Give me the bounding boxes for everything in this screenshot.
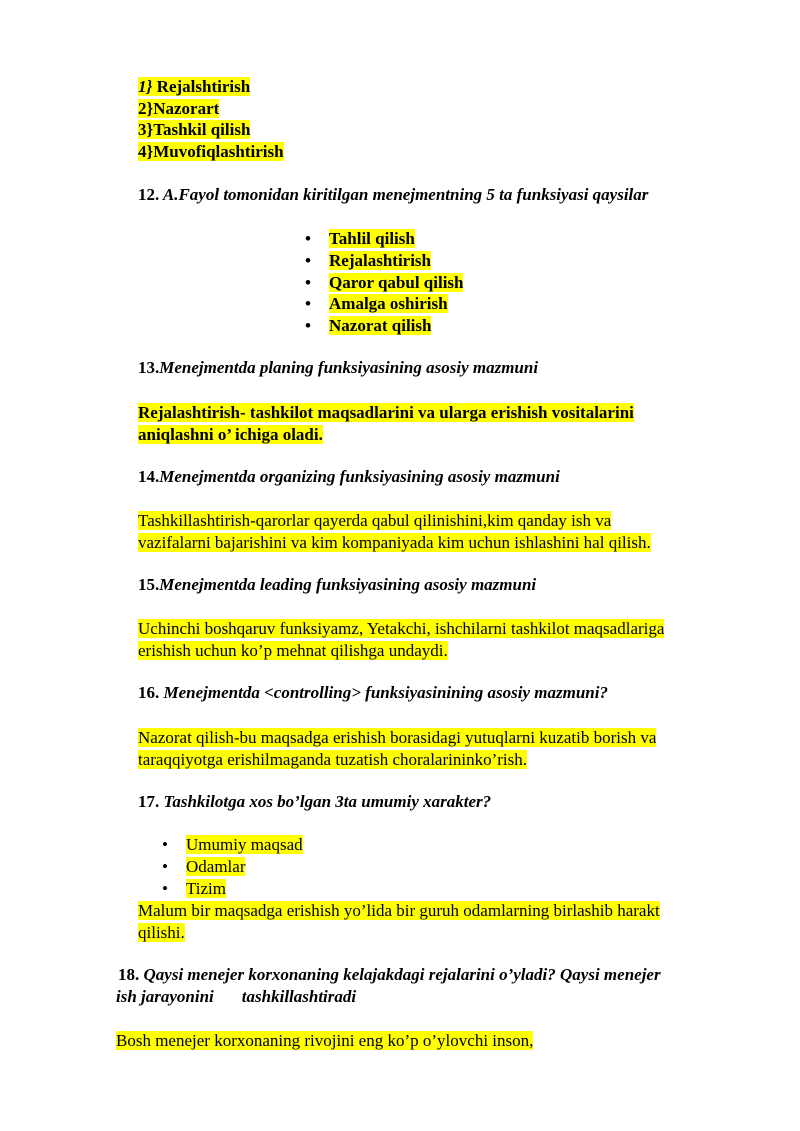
- intro-item-4: 4}Muvofiqlashtirish: [138, 141, 284, 161]
- question-16: [138, 683, 608, 703]
- intro-list: [138, 76, 284, 162]
- question-14-number: 14.: [138, 467, 160, 486]
- question-12: [138, 185, 648, 205]
- intro-item-2: 2}Nazorart: [138, 98, 220, 118]
- question-14: [138, 467, 560, 487]
- bullet-icon: •: [162, 856, 168, 876]
- question-13-number: 13.: [138, 358, 160, 377]
- question-17: [138, 792, 491, 812]
- question-17-text: Tashkilotga xos bo’lgan 3ta umumiy xarakter?: [159, 792, 492, 811]
- bullet-icon: •: [305, 316, 311, 336]
- question-14-text: Menejmentda organizing funksiyasining asosiy mazmuni: [159, 467, 560, 486]
- question-18-text-line1: Qaysi menejer korxonaning kelajakdagi rejalarini o’yladi? Qaysi menejer: [139, 965, 661, 984]
- answer-13: Rejalashtirish- tashkilot maqsadlarini va ularga erishish vositalarini aniqlashni o’ ichiga oladi.: [138, 403, 634, 444]
- question-16-number: 16.: [138, 683, 160, 702]
- bullet-icon: •: [162, 835, 168, 854]
- list-item: • Tizim: [162, 878, 227, 898]
- bullet-icon: •: [162, 878, 168, 898]
- question-16-text: Menejmentda <controlling> funksiyasinining asosiy mazmuni?: [159, 683, 608, 702]
- intro-item-1-text: Rejalshtirish: [152, 77, 251, 96]
- question-15: [138, 575, 536, 595]
- question-18-text-line2b: tashkillashtiradi: [241, 986, 357, 1006]
- question-18: [116, 964, 661, 1007]
- list-item: • Odamlar: [162, 856, 246, 876]
- answer-17: Malum bir maqsadga erishish yo’lida bir guruh odamlarning birlashib harakt qilishi.: [138, 901, 660, 942]
- list-item: • Rejalashtirish: [305, 250, 431, 270]
- bullet-icon: •: [305, 250, 311, 270]
- intro-item-3: 3}Tashkil qilish: [138, 120, 251, 139]
- question-15-number: 15.: [138, 575, 160, 594]
- question-12-text: A.Fayol tomonidan kiritilgan menejmentning 5 ta funksiyasi qaysilar: [159, 185, 649, 204]
- list-item: • Amalga oshirish: [305, 294, 448, 314]
- question-12-number: 12.: [138, 185, 160, 204]
- question-15-text: Menejmentda leading funksiyasining asosiy mazmuni: [159, 575, 537, 594]
- list-item: • Tahlil qilish: [305, 229, 415, 248]
- list-item: • Nazorat qilish: [305, 316, 432, 336]
- answer-14: Tashkillashtirish-qarorlar qayerda qabul qilinishini,kim qanday ish va vazifalarni bajarishini va kim kompaniyada kim uchun ishlashini hal qilish.: [138, 511, 651, 552]
- intro-item-1-number: 1}: [138, 77, 153, 96]
- bullet-icon: •: [305, 294, 311, 314]
- answer-16: Nazorat qilish-bu maqsadga erishish borasidagi yutuqlarni kuzatib borish va taraqqiyotga erishilmaganda tuzatish choralarininko’rish.: [138, 728, 657, 769]
- intro-item-1: [138, 77, 250, 96]
- question-17-bullet-list: [160, 834, 303, 899]
- bullet-icon: •: [305, 272, 311, 292]
- question-18-text-line2a: ish jarayonini: [116, 986, 214, 1006]
- question-12-bullet-list: [303, 228, 463, 337]
- bullet-icon: •: [305, 229, 311, 248]
- list-item: • Qaror qabul qilish: [305, 272, 464, 292]
- answer-18: Bosh menejer korxonaning rivojini eng ko’p o’ylovchi inson,: [116, 1031, 534, 1050]
- question-18-number: 18.: [118, 965, 140, 984]
- question-17-number: 17.: [138, 792, 160, 811]
- answer-15: Uchinchi boshqaruv funksiyamz, Yetakchi, ishchilarni tashkilot maqsadlariga erishish uchun ko’p mehnat qilishga undaydi.: [138, 619, 665, 660]
- question-13: [138, 358, 538, 378]
- list-item: • Umumiy maqsad: [162, 835, 303, 854]
- question-13-text: Menejmentda planing funksiyasining asosiy mazmuni: [159, 358, 539, 377]
